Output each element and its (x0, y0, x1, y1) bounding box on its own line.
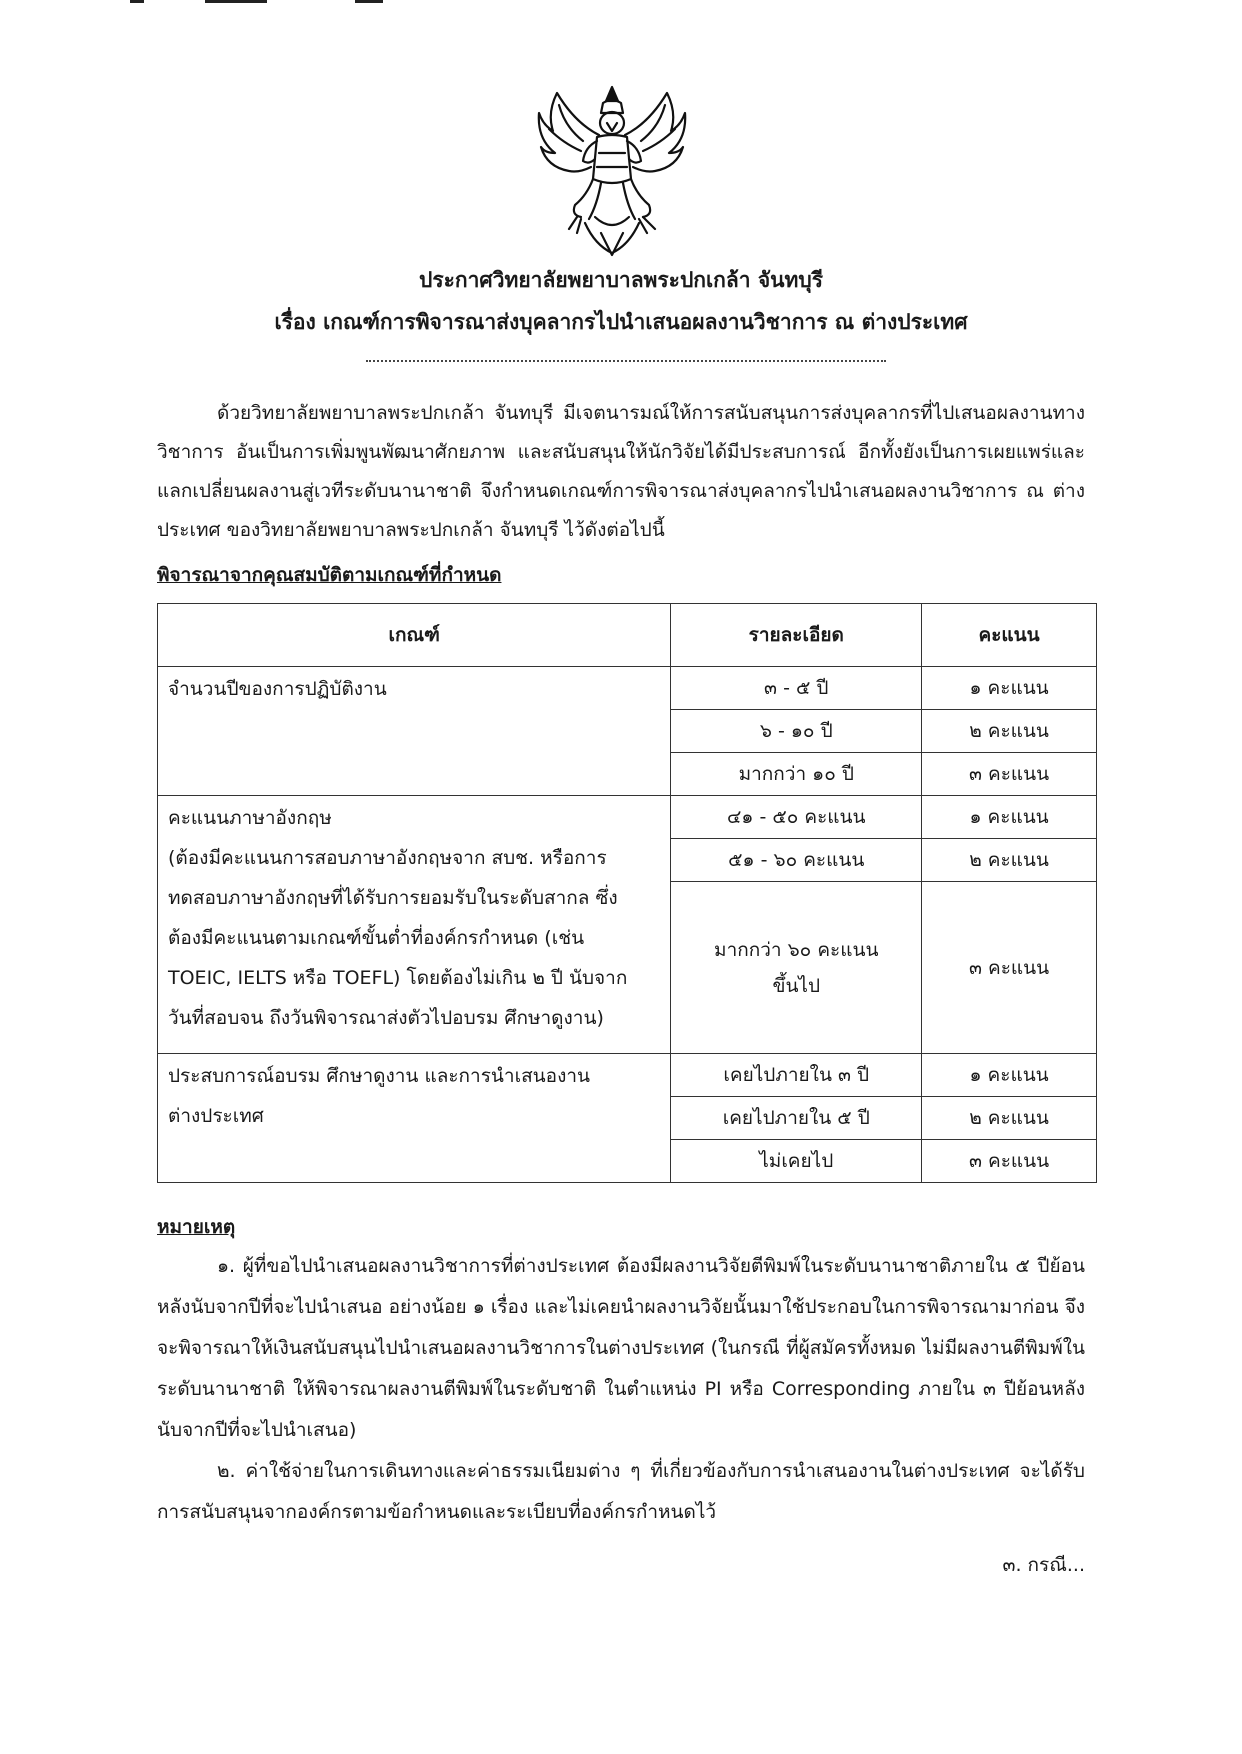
detail-cell: มากกว่า ๑๐ ปี (671, 753, 922, 796)
intro-text: ด้วยวิทยาลัยพยาบาลพระปกเกล้า จันทบุรี มีเจตนารมณ์ให้การสนับสนุนการส่งบุคลากรที่ไปเสนอผลงานทางวิชาการ อันเป็นการเพิ่มพูนพัฒนาศักยภาพ และสนับสนุนให้นักวิจัยได้มีประสบการณ์ อีกทั้งยังเป็นการเผยแพร่และแลกเปลี่ยนผลงานสู่เวทีระดับนานาชาติ จึงกำหนดเกณฑ์การพิจารณาส่งบุคลากรไปนำเสนอผลงานวิชาการ ณ ต่างประเทศ ของวิทยาลัยพยาบาลพระปกเกล้า จันทบุรี ไว้ดังต่อไปนี้ (157, 402, 1085, 541)
criteria-line: ต้องมีคะแนนตามเกณฑ์ขั้นต่ำที่องค์กรกำหนด (เช่น (168, 927, 585, 949)
note-item: ๑. ผู้ที่ขอไปนำเสนอผลงานวิชาการที่ต่างประเทศ ต้องมีผลงานวิจัยตีพิมพ์ในระดับนานาชาติภายใน ๕ ปีย้อนหลังนับจากปีที่จะไปนำเสนอ อย่างน้อย ๑ เรื่อง และไม่เคยนำผลงานวิจัยนั้นมาใช้ประกอบในการพิจารณามาก่อน จึงจะพิจารณาให้เงินสนับสนุนไปนำเสนอผลงานวิชาการในต่างประเทศ (ในกรณี ที่ผู้สมัครทั้งหมด ไม่มีผลงานตีพิมพ์ในระดับนานาชาติ ให้พิจารณาผลงานตีพิมพ์ในระดับชาติ ในตำแหน่ง PI หรือ Corresponding ภายใน ๓ ปีย้อนหลังนับจากปีที่จะไปนำเสนอ) (157, 1255, 1085, 1441)
detail-cell (671, 882, 922, 1054)
note-item: ๒. ค่าใช้จ่ายในการเดินทางและค่าธรรมเนียมต่าง ๆ ที่เกี่ยวข้องกับการนำเสนองานในต่างประเทศ จะได้รับการสนับสนุนจากองค์กรตามข้อกำหนดและระเบียบที่องค์กรกำหนดไว้ (157, 1460, 1085, 1523)
dotted-divider (366, 360, 886, 362)
score-cell: ๓ คะแนน (922, 753, 1097, 796)
announcement-title: ประกาศวิทยาลัยพยาบาลพระปกเกล้า จันทบุรี (419, 268, 823, 292)
detail-cell: ๕๑ - ๖๐ คะแนน (671, 839, 922, 882)
scan-artifact (130, 0, 144, 3)
garuda-emblem-icon (535, 83, 689, 261)
header-criteria: เกณฑ์ (158, 604, 671, 667)
intro-paragraph (157, 394, 1085, 550)
criteria-cell-experience (158, 1054, 671, 1183)
table-row (158, 667, 1097, 710)
detail-cell: เคยไปภายใน ๕ ปี (671, 1097, 922, 1140)
detail-cell: ๔๑ - ๕๐ คะแนน (671, 796, 922, 839)
criteria-table (157, 603, 1097, 1183)
score-cell: ๓ คะแนน (922, 882, 1097, 1054)
score-cell: ๒ คะแนน (922, 710, 1097, 753)
criteria-line: ต่างประเทศ (168, 1105, 264, 1127)
criteria-line: คะแนนภาษาอังกฤษ (168, 807, 332, 829)
criteria-cell-years (158, 667, 671, 796)
scan-artifact (355, 0, 383, 3)
criteria-label: จำนวนปีของการปฏิบัติงาน (168, 678, 387, 700)
page-continuation: ๓. กรณี... (1002, 1554, 1085, 1576)
criteria-line: วันที่สอบจน ถึงวันพิจารณาส่งตัวไปอบรม ศึกษาดูงาน) (168, 1007, 604, 1029)
table-row (158, 1054, 1097, 1097)
table-header-row (158, 604, 1097, 667)
criteria-line: ทดสอบภาษาอังกฤษที่ได้รับการยอมรับในระดับสากล ซึ่ง (168, 887, 618, 909)
criteria-line: ประสบการณ์อบรม ศึกษาดูงาน และการนำเสนองาน (168, 1065, 590, 1087)
detail-line: มากกว่า ๖๐ คะแนน (714, 938, 879, 961)
detail-cell: ๓ - ๕ ปี (671, 667, 922, 710)
score-cell: ๒ คะแนน (922, 1097, 1097, 1140)
score-cell: ๑ คะแนน (922, 796, 1097, 839)
announcement-subject: เรื่อง เกณฑ์การพิจารณาส่งบุคลากรไปนำเสนอผลงานวิชาการ ณ ต่างประเทศ (274, 310, 968, 334)
header-score: คะแนน (922, 604, 1097, 667)
criteria-section-label: พิจารณาจากคุณสมบัติตามเกณฑ์ที่กำหนด (157, 564, 502, 586)
detail-cell: เคยไปภายใน ๓ ปี (671, 1054, 922, 1097)
criteria-line: (ต้องมีคะแนนการสอบภาษาอังกฤษจาก สบช. หรือการ (168, 847, 607, 869)
criteria-line: TOEIC, IELTS หรือ TOEFL) โดยต้องไม่เกิน ๒ ปี นับจาก (168, 967, 628, 989)
header-detail: รายละเอียด (671, 604, 922, 667)
score-cell: ๒ คะแนน (922, 839, 1097, 882)
score-cell: ๑ คะแนน (922, 667, 1097, 710)
table-row (158, 796, 1097, 839)
criteria-cell-english (158, 796, 671, 1054)
score-cell: ๓ คะแนน (922, 1140, 1097, 1183)
notes-label: หมายเหตุ (157, 1216, 236, 1238)
detail-cell: ไม่เคยไป (671, 1140, 922, 1183)
scan-artifact (205, 0, 267, 3)
detail-cell: ๖ - ๑๐ ปี (671, 710, 922, 753)
detail-line: ขึ้นไป (772, 974, 821, 997)
notes-body (157, 1246, 1085, 1533)
score-cell: ๑ คะแนน (922, 1054, 1097, 1097)
